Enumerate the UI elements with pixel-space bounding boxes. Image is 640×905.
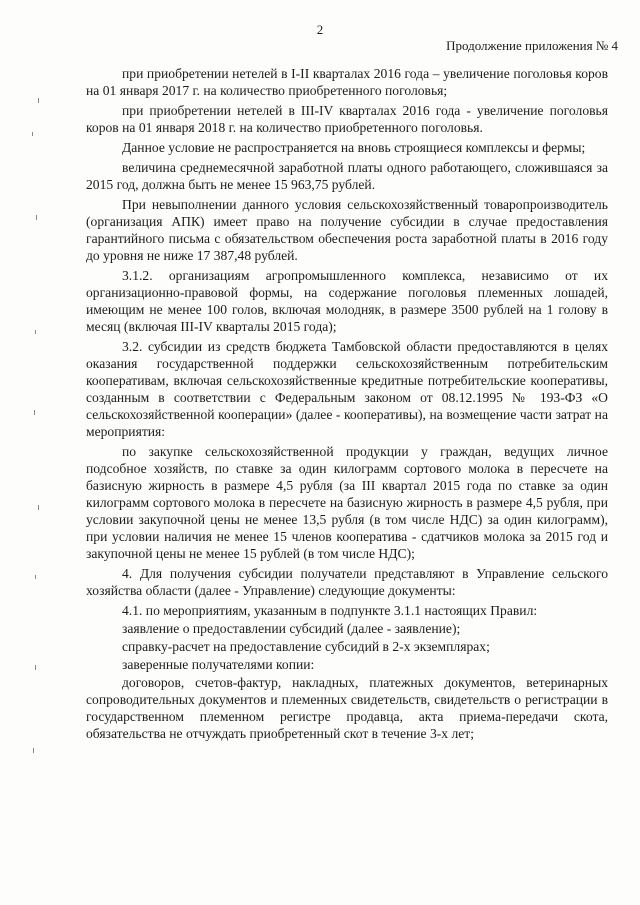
paragraph-heifers-q1-q2: при приобретении нетелей в I-II кварталах 2016 года – увеличение поголовья коров на 01 января 2017 г. на количество приобретенного поголовья; <box>86 66 608 98</box>
document-body <box>86 65 608 745</box>
paragraph-contracts-list: договоров, счетов-фактур, накладных, платежных документов, ветеринарных сопроводительных документов и племенных свидетельств, свидетельств о регистрации в государственном племенном регистре продавца, акта приема-передачи скота, обязательства не отчуждать приобретенный скот в течение 3-х лет; <box>86 675 608 741</box>
paragraph-3-2-cooperatives: 3.2. субсидии из средств бюджета Тамбовской области предоставляются в целях оказания государственной поддержки сельскохозяйственным потребительским кооперативам, включая сельскохозяйственные кредитные потребительские кооперативы, созданным в соответствии с Федеральным законом от 08.12.1995 № 193-ФЗ «О сельскохозяйственной кооперации» (далее - кооперативы), на возмещение части затрат на мероприятия: <box>86 339 608 439</box>
paragraph-milk-purchase: по закупке сельскохозяйственной продукции у граждан, ведущих личное подсобное хозяйств, по ставке за один килограмм сортового молока в пересчете на базисную жирность в размере 4,5 рубля (за III квартал 2015 года по ставке за один килограмм сортового молока в пересчете на базисную жирность в размере 4,5 рубля, при условии закупочной цены не менее 13,5 рубля (в том числе НДС) за один килограмм), при условии наличия не менее 15 членов кооператива - сдатчиков молока за 2015 год и закупочной цены не менее 15 рублей (в том числе НДС); <box>86 444 608 561</box>
paragraph-heifers-q3-q4: при приобретении нетелей в III-IV кварталах 2016 года - увеличение поголовья коров на 01 января 2018 г. на количество приобретенного поголовья. <box>86 103 608 135</box>
list-item-calculation: справку-расчет на предоставление субсидий в 2-х экземплярах; <box>122 639 490 654</box>
page-number: 2 <box>316 22 324 37</box>
list-item-certified-copies: заверенные получателями копии: <box>122 657 315 672</box>
paragraph-salary-guarantee: При невыполнении данного условия сельскохозяйственный товаропроизводитель (организация АПК) имеет право на получение субсидии в случае предоставления гарантийного письма с обязательством обеспечения роста заработной платы в 2016 году до уровня не ниже 17 387,48 рублей. <box>86 197 608 263</box>
list-item-application: заявление о предоставлении субсидий (далее - заявление); <box>122 621 461 636</box>
paragraph-4-1: 4.1. по мероприятиям, указанным в подпункте 3.1.1 настоящих Правил: <box>122 603 538 618</box>
paragraph-average-salary: величина среднемесячной заработной платы одного работающего, сложившаяся за 2015 год, должна быть не менее 15 963,75 рублей. <box>86 160 608 192</box>
appendix-continuation-note: Продолжение приложения № 4 <box>446 38 618 53</box>
paragraph-condition-exception: Данное условие не распространяется на вновь строящиеся комплексы и фермы; <box>122 140 586 155</box>
paragraph-4-documents: 4. Для получения субсидии получатели представляют в Управление сельского хозяйства области (далее - Управление) следующие документы: <box>86 566 608 598</box>
paragraph-3-1-2-horses: 3.1.2. организациям агропромышленного комплекса, независимо от их организационно-правовой формы, на содержание поголовья племенных лошадей, имеющим не менее 100 голов, включая молодняк, в размере 3500 рублей на 1 голову в месяц (включая III-IV кварталы 2015 года); <box>86 268 608 334</box>
